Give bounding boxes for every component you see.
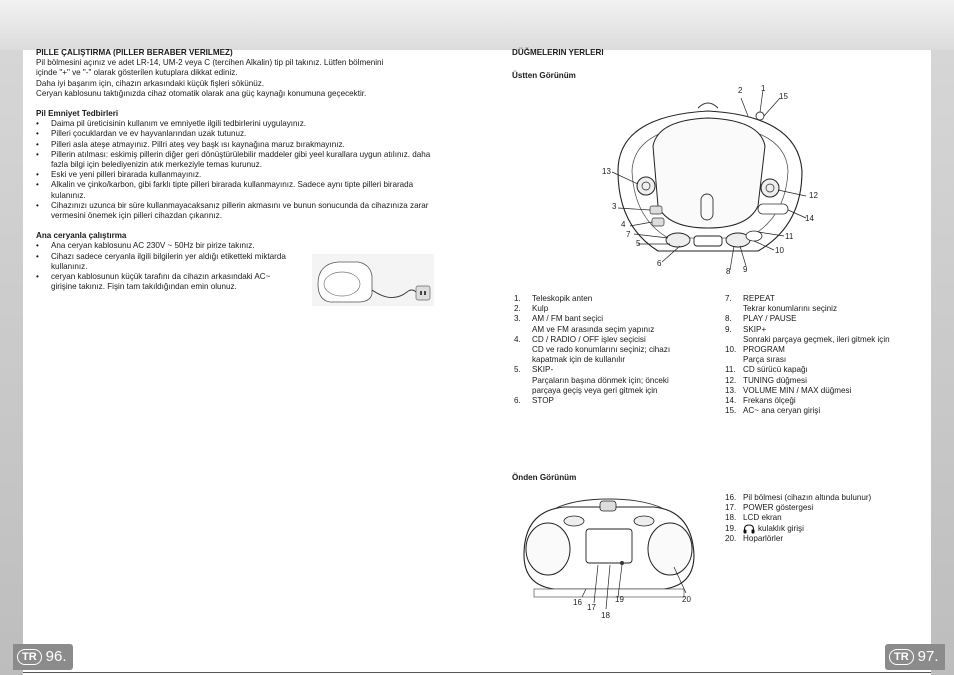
battery-line: Ceryan kablosunu taktığınızda cihaz otomatik olarak ana güç kaynağı konumuna geçecektir. (36, 88, 367, 98)
list-item: • Pillerin atılması: eskimiş pillerin diğer geri dönüştürülebilir maddeler gibi yeel kurallara uygun atılınız. daha fazla bilgi için belediyenizin atık merkeziyle temas kurunuz. (36, 150, 436, 170)
controls-heading: DÜĞMELERIN YERLERI (512, 48, 604, 57)
callout-label: 6 (657, 259, 662, 268)
list-item: 9. SKIP+ (725, 324, 767, 334)
list-item: 7. REPEAT (725, 294, 775, 303)
list-item: • Cihazı sadece ceryanla ilgili bilgilerin yer aldığı etiketteki miktarda kullanınız. (36, 252, 286, 272)
top-view-heading: Üstten Görünüm (512, 71, 576, 80)
callout-label: 11 (785, 232, 794, 241)
list-item: 19. kulaklık girişi (725, 523, 804, 533)
list-item: • Cihazınızı uzunca bir süre kullanmayacaksanız pillerin akmasını ve bunun sonucunda da cihazınıza zarar vermesini önemek için pilleri cihazdan çıkarınız. (36, 201, 436, 221)
list-item: 14. Frekans ölçeği (725, 396, 796, 406)
callout-label: 8 (726, 267, 731, 276)
list-item: 20. Hoparlörler (725, 533, 784, 543)
list-item: 8. PLAY / PAUSE (725, 314, 797, 324)
callout-label: 15 (779, 92, 788, 101)
list-item: 15. AC~ ana ceryan girişi (725, 406, 821, 416)
list-item: • Pilleri asla ateşe atmayınız. Pillri ateş vey başk ısı kaynağına maruz bırakmayınız. (36, 140, 436, 150)
list-item: 16. Pil bölmesi (cihazın altında bulunur) (725, 493, 872, 502)
callout-label: 5 (636, 239, 641, 248)
list-item: • ceryan kablosunun küçük tarafını da cihazın arkasındaki AC~ girişine takınız. Fişin tam takıldığından emin olunuz. (36, 272, 286, 292)
safety-heading: Pil Emniyet Tedbirleri (36, 109, 119, 119)
list-item: AM ve FM arasında seçim yapınız (532, 324, 655, 334)
list-item: Parça sırası (743, 355, 787, 365)
callout-label: 2 (738, 86, 743, 95)
front-view-diagram (514, 493, 704, 623)
list-item: 2. Kulp (514, 304, 549, 314)
top-view-list-b (725, 294, 920, 416)
callout-label: 4 (621, 220, 626, 229)
page-number-text: 96. (45, 648, 67, 665)
page-number-text: 97. (917, 648, 939, 665)
power-cable-illustration (312, 254, 434, 306)
list-item: 12. TUNING düğmesi (725, 375, 807, 385)
battery-heading: PILLE ÇALIŞTIRMA (PILLER BERABER VERILMEZ) (36, 48, 233, 57)
callout-label: 7 (626, 230, 631, 239)
list-item: CD ve rado konumlarını seçiniz; cihazı kapatmak için de kullanılır (532, 345, 671, 365)
list-item: 10. PROGRAM (725, 345, 785, 355)
list-item: 17. POWER göstergesi (725, 503, 814, 513)
list-item: Parçaların başına dönmek için; önceki parçaya geçiş veya geri gitmek için (532, 375, 669, 395)
page-number-left (13, 644, 73, 670)
callout-label: 17 (587, 603, 596, 612)
mains-list (36, 241, 286, 292)
list-item: Tekrar konumlarını seçiniz (743, 304, 838, 314)
callout-label: 1 (761, 84, 766, 93)
mains-heading: Ana ceryanla çalıştırma (36, 231, 127, 241)
callout-label: 3 (612, 202, 617, 211)
callout-label: 16 (573, 598, 582, 607)
list-item: 3. AM / FM bant seçici (514, 314, 604, 324)
safety-list (36, 119, 436, 221)
list-item: • Ana ceryan kablosunu AC 230V ~ 50Hz bir pirize takınız. (36, 241, 286, 251)
list-item: 6. STOP (514, 396, 554, 406)
language-badge: TR (889, 649, 914, 665)
callout-label: 19 (615, 595, 624, 604)
header-band (0, 0, 954, 50)
battery-line: Pil bölmesini açınız ve adet LR-14, UM-2 veya C (tercihen Alkalin) tip pil takınız. Lütfen bölmenini (36, 58, 384, 68)
battery-line: Daha iyi başarım için, cihazın arkasındaki küçük fişleri sökünüz. (36, 78, 265, 88)
list-item: 1. Teleskopik anten (514, 294, 593, 303)
left-margin-bar (0, 50, 23, 675)
list-item: 5. SKIP- (514, 365, 554, 375)
list-item: 4. CD / RADIO / OFF işlev seçicisi (514, 334, 646, 344)
callout-label: 9 (743, 265, 748, 274)
page-number-right (885, 644, 945, 670)
footer-rule (23, 672, 931, 673)
callout-label: 14 (805, 214, 814, 223)
callout-label: 13 (602, 167, 611, 176)
list-item: • Pilleri çocuklardan ve ev hayvanlarından uzak tutunuz. (36, 129, 436, 139)
callout-label: 12 (809, 191, 818, 200)
front-view-heading: Önden Görünüm (512, 473, 577, 482)
top-view-list-a (514, 294, 714, 406)
callout-label: 10 (775, 246, 784, 255)
headphones-icon (743, 524, 755, 534)
language-badge: TR (17, 649, 42, 665)
right-margin-bar (931, 50, 954, 675)
list-item: • Alkalin ve çinko/karbon, gibi farklı tipte pilleri birarada kullanmayınız. Sadece aynı tipte pilleri birarada kulanınız. (36, 180, 436, 200)
front-view-list (725, 493, 920, 544)
list-item: Sonraki parçaya geçmek, ileri gitmek için (743, 334, 890, 344)
list-item: 13. VOLUME MIN / MAX düğmesi (725, 385, 852, 395)
callout-label: 18 (601, 611, 610, 620)
top-view-diagram (598, 86, 822, 276)
callout-label: 20 (682, 595, 691, 604)
list-item: 11. CD sürücü kapağı (725, 365, 808, 375)
battery-line: içinde "+" ve "-" olarak gösterilen kutuplara dikkat ediniz. (36, 68, 238, 78)
list-item: • Eski ve yeni pilleri birarada kullanmayınız. (36, 170, 436, 180)
list-item: 18. LCD ekran (725, 513, 782, 523)
list-item: • Daima pil üreticisinin kullanım ve emniyetle ilgili tedbirlerini uygulayınız. (36, 119, 436, 129)
